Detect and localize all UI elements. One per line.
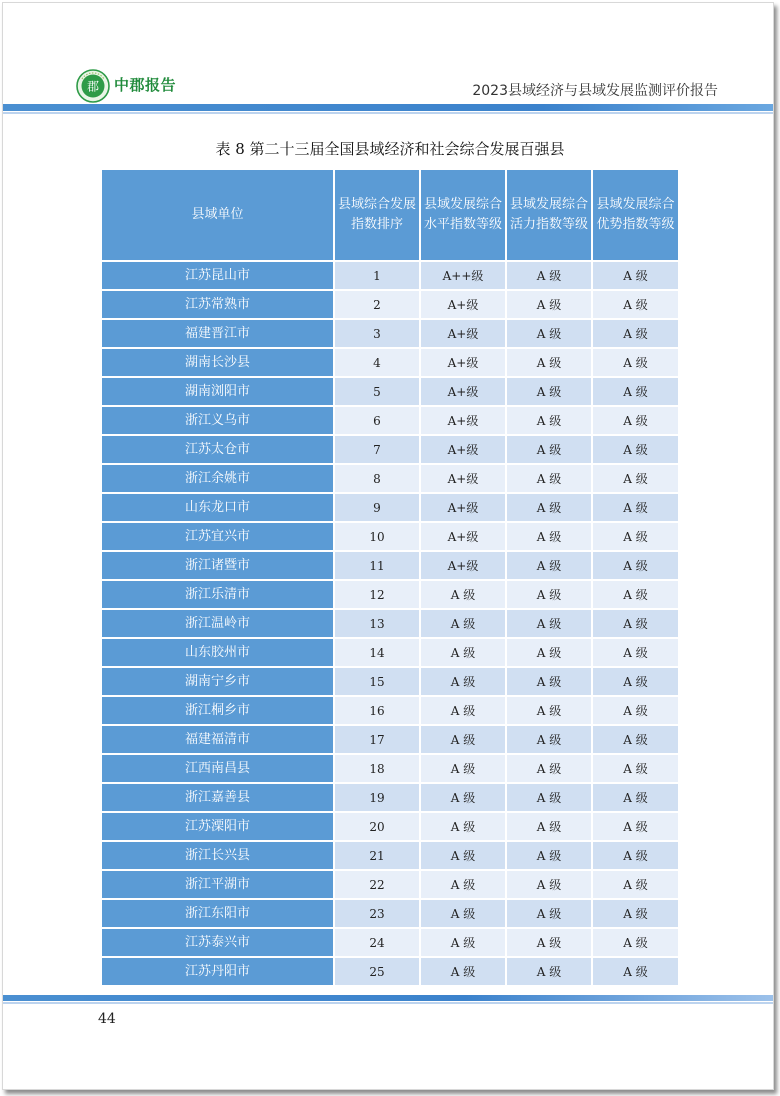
footer-band: [3, 995, 773, 1001]
vitality-grade-cell: A 级: [507, 349, 591, 376]
rank-cell: 3: [335, 320, 419, 347]
rank-cell: 16: [335, 697, 419, 724]
advantage-grade-cell: A 级: [593, 697, 678, 724]
vitality-grade-cell: A 级: [507, 668, 591, 695]
county-name-cell: 浙江诸暨市: [102, 552, 333, 579]
level-grade-cell: A+级: [421, 523, 505, 550]
advantage-grade-cell: A 级: [593, 668, 678, 695]
table-row: [102, 639, 678, 666]
column-header-level: 县域发展综合水平指数等级: [421, 170, 505, 260]
rank-cell: 15: [335, 668, 419, 695]
table-row: [102, 465, 678, 492]
level-grade-cell: A 级: [421, 610, 505, 637]
table-row: [102, 436, 678, 463]
level-grade-cell: A 级: [421, 900, 505, 927]
advantage-grade-cell: A 级: [593, 929, 678, 956]
rank-cell: 12: [335, 581, 419, 608]
level-grade-cell: A 级: [421, 581, 505, 608]
level-grade-cell: A 级: [421, 871, 505, 898]
rank-cell: 7: [335, 436, 419, 463]
page-number: 44: [98, 1011, 116, 1027]
footer-band-thin: [3, 1002, 773, 1004]
advantage-grade-cell: A 级: [593, 842, 678, 869]
vitality-grade-cell: A 级: [507, 581, 591, 608]
column-header-vitality: 县域发展综合活力指数等级: [507, 170, 591, 260]
table-row: [102, 291, 678, 318]
table-row: [102, 755, 678, 782]
county-name-cell: 江苏昆山市: [102, 262, 333, 289]
advantage-grade-cell: A 级: [593, 581, 678, 608]
advantage-grade-cell: A 级: [593, 900, 678, 927]
level-grade-cell: A 级: [421, 929, 505, 956]
county-name-cell: 福建福清市: [102, 726, 333, 753]
county-name-cell: 浙江平湖市: [102, 871, 333, 898]
table-row: [102, 958, 678, 985]
rank-cell: 21: [335, 842, 419, 869]
rank-cell: 18: [335, 755, 419, 782]
county-name-cell: 江苏溧阳市: [102, 813, 333, 840]
county-name-cell: 浙江嘉善县: [102, 784, 333, 811]
logo-char: 郡: [86, 79, 100, 94]
advantage-grade-cell: A 级: [593, 407, 678, 434]
table-row: [102, 697, 678, 724]
county-name-cell: 浙江余姚市: [102, 465, 333, 492]
level-grade-cell: A 级: [421, 842, 505, 869]
level-grade-cell: A 级: [421, 958, 505, 985]
advantage-grade-cell: A 级: [593, 523, 678, 550]
vitality-grade-cell: A 级: [507, 465, 591, 492]
county-name-cell: 浙江桐乡市: [102, 697, 333, 724]
table-row: [102, 668, 678, 695]
vitality-grade-cell: A 级: [507, 407, 591, 434]
vitality-grade-cell: A 级: [507, 929, 591, 956]
table-header-row: [102, 170, 678, 260]
county-name-cell: 湖南浏阳市: [102, 378, 333, 405]
county-name-cell: 山东胶州市: [102, 639, 333, 666]
table-row: [102, 900, 678, 927]
vitality-grade-cell: A 级: [507, 726, 591, 753]
level-grade-cell: A+级: [421, 291, 505, 318]
vitality-grade-cell: A 级: [507, 436, 591, 463]
level-grade-cell: A+级: [421, 407, 505, 434]
advantage-grade-cell: A 级: [593, 378, 678, 405]
vitality-grade-cell: A 级: [507, 523, 591, 550]
vitality-grade-cell: A 级: [507, 900, 591, 927]
advantage-grade-cell: A 级: [593, 755, 678, 782]
level-grade-cell: A 级: [421, 668, 505, 695]
table-row: [102, 378, 678, 405]
vitality-grade-cell: A 级: [507, 610, 591, 637]
county-name-cell: 江西南昌县: [102, 755, 333, 782]
county-name-cell: 江苏丹阳市: [102, 958, 333, 985]
level-grade-cell: A+级: [421, 552, 505, 579]
level-grade-cell: A+级: [421, 378, 505, 405]
vitality-grade-cell: A 级: [507, 320, 591, 347]
level-grade-cell: A++级: [421, 262, 505, 289]
rank-cell: 5: [335, 378, 419, 405]
rank-cell: 25: [335, 958, 419, 985]
county-name-cell: 浙江义乌市: [102, 407, 333, 434]
vitality-grade-cell: A 级: [507, 639, 591, 666]
vitality-grade-cell: A 级: [507, 871, 591, 898]
column-header-advantage: 县域发展综合优势指数等级: [593, 170, 678, 260]
advantage-grade-cell: A 级: [593, 639, 678, 666]
county-name-cell: 浙江乐清市: [102, 581, 333, 608]
table-row: [102, 523, 678, 550]
level-grade-cell: A+级: [421, 320, 505, 347]
level-grade-cell: A+级: [421, 465, 505, 492]
table-row: [102, 552, 678, 579]
advantage-grade-cell: A 级: [593, 465, 678, 492]
column-header-rank: 县域综合发展指数排序: [335, 170, 419, 260]
advantage-grade-cell: A 级: [593, 436, 678, 463]
vitality-grade-cell: A 级: [507, 958, 591, 985]
column-header-county: 县域单位: [102, 170, 333, 260]
table-row: [102, 929, 678, 956]
vitality-grade-cell: A 级: [507, 784, 591, 811]
advantage-grade-cell: A 级: [593, 494, 678, 521]
table-row: [102, 610, 678, 637]
rank-cell: 9: [335, 494, 419, 521]
level-grade-cell: A 级: [421, 697, 505, 724]
county-name-cell: 浙江东阳市: [102, 900, 333, 927]
zhongjun-logo-icon: [76, 69, 110, 103]
advantage-grade-cell: A 级: [593, 291, 678, 318]
table-row: [102, 581, 678, 608]
level-grade-cell: A+级: [421, 436, 505, 463]
level-grade-cell: A+级: [421, 494, 505, 521]
advantage-grade-cell: A 级: [593, 349, 678, 376]
ranking-table: [100, 168, 680, 987]
rank-cell: 8: [335, 465, 419, 492]
vitality-grade-cell: A 级: [507, 842, 591, 869]
table-row: [102, 494, 678, 521]
rank-cell: 22: [335, 871, 419, 898]
advantage-grade-cell: A 级: [593, 813, 678, 840]
table-row: [102, 726, 678, 753]
county-name-cell: 江苏常熟市: [102, 291, 333, 318]
advantage-grade-cell: A 级: [593, 262, 678, 289]
advantage-grade-cell: A 级: [593, 958, 678, 985]
level-grade-cell: A 级: [421, 813, 505, 840]
table-row: [102, 407, 678, 434]
vitality-grade-cell: A 级: [507, 291, 591, 318]
rank-cell: 1: [335, 262, 419, 289]
table-row: [102, 842, 678, 869]
rank-cell: 10: [335, 523, 419, 550]
vitality-grade-cell: A 级: [507, 755, 591, 782]
rank-cell: 24: [335, 929, 419, 956]
county-name-cell: 山东龙口市: [102, 494, 333, 521]
vitality-grade-cell: A 级: [507, 813, 591, 840]
vitality-grade-cell: A 级: [507, 262, 591, 289]
table-row: [102, 262, 678, 289]
table-caption: 表 8 第二十三届全国县域经济和社会综合发展百强县: [215, 140, 565, 158]
vitality-grade-cell: A 级: [507, 494, 591, 521]
county-name-cell: 福建晋江市: [102, 320, 333, 347]
county-name-cell: 浙江长兴县: [102, 842, 333, 869]
county-name-cell: 浙江温岭市: [102, 610, 333, 637]
rank-cell: 20: [335, 813, 419, 840]
vitality-grade-cell: A 级: [507, 378, 591, 405]
county-name-cell: 湖南宁乡市: [102, 668, 333, 695]
table-row: [102, 784, 678, 811]
table-row: [102, 349, 678, 376]
header-band: [3, 104, 773, 111]
advantage-grade-cell: A 级: [593, 320, 678, 347]
level-grade-cell: A 级: [421, 755, 505, 782]
rank-cell: 17: [335, 726, 419, 753]
rank-cell: 13: [335, 610, 419, 637]
report-title: 2023县域经济与县域发展监测评价报告: [472, 83, 718, 99]
advantage-grade-cell: A 级: [593, 552, 678, 579]
vitality-grade-cell: A 级: [507, 552, 591, 579]
table-row: [102, 320, 678, 347]
header-band-thin: [3, 112, 773, 114]
county-name-cell: 江苏太仓市: [102, 436, 333, 463]
advantage-grade-cell: A 级: [593, 610, 678, 637]
rank-cell: 2: [335, 291, 419, 318]
rank-cell: 23: [335, 900, 419, 927]
county-name-cell: 江苏宜兴市: [102, 523, 333, 550]
table-row: [102, 871, 678, 898]
advantage-grade-cell: A 级: [593, 871, 678, 898]
level-grade-cell: A 级: [421, 726, 505, 753]
rank-cell: 6: [335, 407, 419, 434]
rank-cell: 11: [335, 552, 419, 579]
brand-name: 中郡报告: [114, 76, 177, 94]
level-grade-cell: A+级: [421, 349, 505, 376]
vitality-grade-cell: A 级: [507, 697, 591, 724]
rank-cell: 4: [335, 349, 419, 376]
rank-cell: 14: [335, 639, 419, 666]
county-name-cell: 湖南长沙县: [102, 349, 333, 376]
level-grade-cell: A 级: [421, 784, 505, 811]
table-row: [102, 813, 678, 840]
advantage-grade-cell: A 级: [593, 784, 678, 811]
level-grade-cell: A 级: [421, 639, 505, 666]
table-body: [102, 262, 678, 985]
advantage-grade-cell: A 级: [593, 726, 678, 753]
rank-cell: 19: [335, 784, 419, 811]
county-name-cell: 江苏泰兴市: [102, 929, 333, 956]
